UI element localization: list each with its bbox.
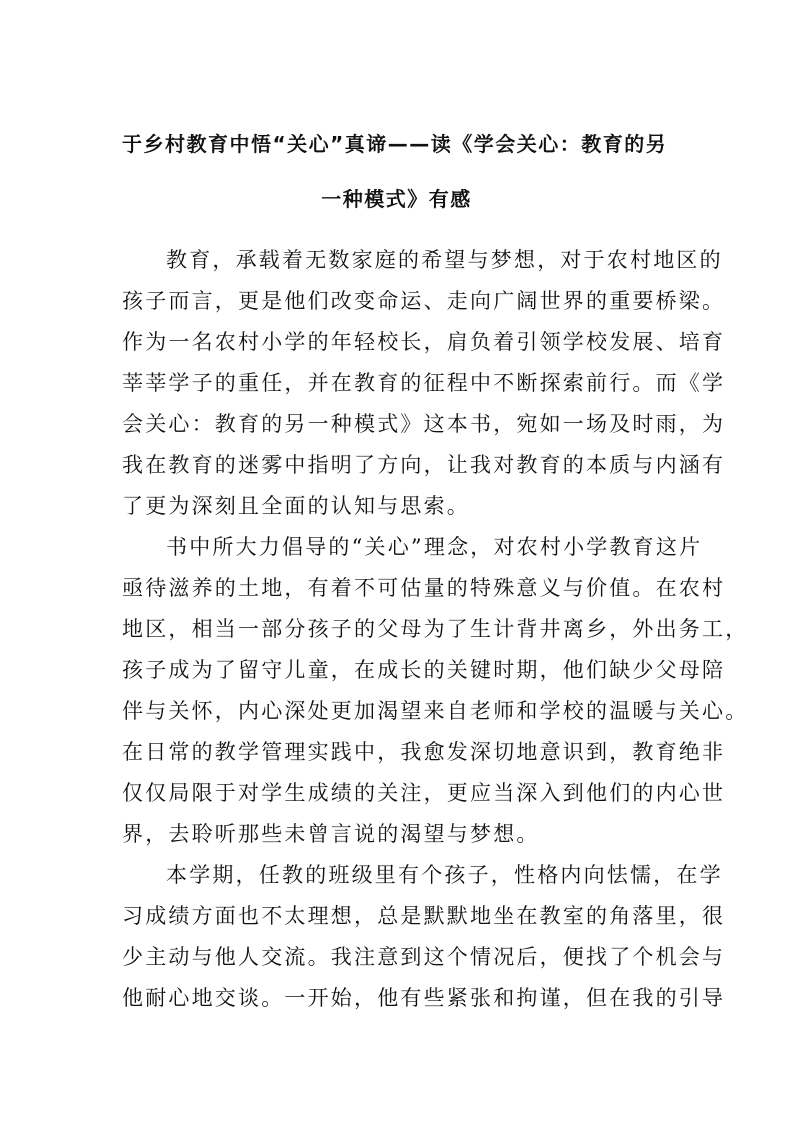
text-line: 亟待滋养的土地，有着不可估量的特殊意义与价值。在农村 xyxy=(122,576,726,600)
text-line: 我在教育的迷雾中指明了方向，让我对教育的本质与内涵有 xyxy=(122,453,726,477)
paragraph-2 xyxy=(122,527,749,855)
text-line: 了更为深刻且全面的认知与思索。 xyxy=(122,494,470,518)
document-title-line-2: 一种模式》有感 xyxy=(321,187,472,211)
text-line: 他耐心地交谈。一开始，他有些紧张和拘谨，但在我的引导 xyxy=(122,986,726,1010)
text-line: 孩子成为了留守儿童，在成长的关键时期，他们缺少父母陪 xyxy=(122,658,726,682)
text-line: 地区，相当一部分孩子的父母为了生计背井离乡，外出务工， xyxy=(122,617,749,641)
text-line: 会关心：教育的另一种模式》这本书，宛如一场及时雨，为 xyxy=(122,412,726,436)
text-line: 在日常的教学管理实践中，我愈发深切地意识到，教育绝非 xyxy=(122,740,726,764)
text-line: 伴与关怀，内心深处更加渴望来自老师和学校的温暖与关心。 xyxy=(122,699,749,723)
text-line: 教育，承载着无数家庭的希望与梦想，对于农村地区的 xyxy=(166,248,723,272)
text-line: 习成绩方面也不太理想，总是默默地坐在教室的角落里，很 xyxy=(122,904,726,928)
paragraph-3 xyxy=(122,855,726,1019)
document-title-line-1: 于乡村教育中悟“关心”真谛——读《学会关心：教育的另 xyxy=(122,132,668,156)
text-line: 界，去聆听那些未曾言说的渴望与梦想。 xyxy=(122,822,540,846)
paragraph-1 xyxy=(122,240,726,527)
text-line: 作为一名农村小学的年轻校长，肩负着引领学校发展、培育 xyxy=(122,330,726,354)
document-body xyxy=(122,240,749,1019)
text-line: 仅仅局限于对学生成绩的关注，更应当深入到他们的内心世 xyxy=(122,781,726,805)
text-line: 书中所大力倡导的“关心”理念，对农村小学教育这片 xyxy=(166,535,703,559)
text-line: 本学期，任教的班级里有个孩子，性格内向怯懦，在学 xyxy=(166,863,723,887)
text-line: 少主动与他人交流。我注意到这个情况后，便找了个机会与 xyxy=(122,945,726,969)
text-line: 孩子而言，更是他们改变命运、走向广阔世界的重要桥梁。 xyxy=(122,289,726,313)
text-line: 莘莘学子的重任，并在教育的征程中不断探索前行。而《学 xyxy=(122,371,726,395)
